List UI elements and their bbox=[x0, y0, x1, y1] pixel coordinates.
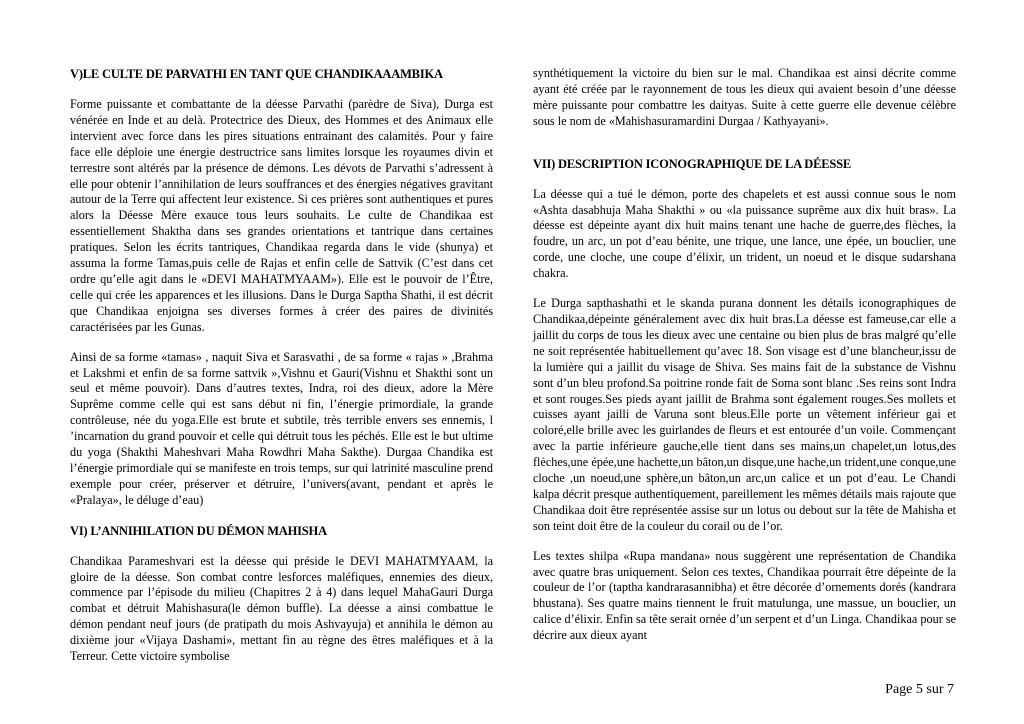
right-column bbox=[533, 66, 956, 658]
left-column bbox=[70, 66, 493, 679]
section-6-title: VI) L’ANNIHILATION DU DÉMON MAHISHA bbox=[70, 523, 327, 538]
section-5-paragraph-1: Forme puissante et combattante de la déesse Parvathi (parèdre de Siva), Durga est vénérée en Inde et au delà. Protectrice des Dieux, des Hommes et des Animaux elle intervient avec force dans les pires situations entrainant des calamités. Pour y faire face elle déploie une énergie destructrice sans limites lorsque les royaumes divin et terrestre sont altérés par la présence de démons. Les dévots de Parvathi s’adressent à elle pour obtenir l’annihilation de leurs souffrances et des énergies négatives gravitant autour de la Terre qui affectent leur existence. Si ces prières sont authentiques et pures alors la Déesse Mère exauce tous leurs souhaits. Le culte de Chandikaa est essentiellement Shaktha dans ses grandes orientations et tantrique dans certaines pratiques. Selon les écrits tantriques, Chandikaa regarda dans le vide (shunya) et assuma la forme Tamas,puis celle de Rajas et enfin celle de Sattvik (C’est dans cet ordre qu’elle agit dans le «DEVI MAHATMYAAM»). Elle est le pouvoir de l’Être, celle qui crée les apparences et les illusions. Dans le Durga Saptha Shathi, il est décrit que Chandikaa enjoigna ses diverses formes à créer des paires de divinités caractérisées par les Gunas. bbox=[70, 97, 493, 334]
section-5-title: V)LE CULTE DE PARVATHI EN TANT QUE CHANDIKAAAMBIKA bbox=[70, 67, 443, 81]
section-7-title: VII) DESCRIPTION ICONOGRAPHIQUE DE LA DÉESSE bbox=[533, 156, 852, 171]
section-7-paragraph-3: Les textes shilpa «Rupa mandana» nous suggèrent une représentation de Chandika avec quatre bras uniquement. Selon ces textes, Chandikaa pourrait être dépeinte de la couleur de l’or (taptha kandrarasannibha) et être décorée d’ornements dorés (kandrara bhustana). Ses quatre mains tiennent le fruit matulunga, une massue, un bouclier, un calice d’élixir. Enfin sa tête serait ornée d’un serpent et d’un Linga. Chandikaa pour se décrire aux dieux ayant bbox=[533, 548, 956, 643]
section-7-paragraph-1: La déesse qui a tué le démon, porte des chapelets et est aussi connue sous le nom «Ashta dasabhuja Maha Shakthi » ou «la puissance suprême aux dix huit bras». La déesse est dépeinte ayant dix huit mains tenant une hache de guerre,des flèches, la foudre, un arc, un pot d’eau bénite, une trique, une lance, une épée, un bouclier, une corde, une cloche, une coupe d’élixir, un trident, un noeud et le disque sudarshana chakra. bbox=[533, 186, 956, 281]
page-number: Page 5 sur 7 bbox=[885, 682, 954, 697]
section-spacer bbox=[533, 144, 956, 156]
section-5-paragraph-2: Ainsi de sa forme «tamas» , naquit Siva et Sarasvathi , de sa forme « rajas » ,Brahma et Lakshmi et enfin de sa forme sattvik »,Vishnu et Gauri(Vishnu et Shakthi sont un seul et même pouvoir). Dans d’autres textes, Indra, roi des dieux, adore la Mère Suprême comme celle qui est sans début ni fin, l’énergie primordiale, la grande contrôleuse, née du yoga.Elle est brute et subtile, très terrible envers ses ennemis, l ’incarnation du grand pouvoir et celle qui détruit tous les péchés. Elle est le but ultime du yoga (Shakthi Maheshvari Maha Rowdhri Maha Sakthe). Durgaa Chandika est l’énergie primordiale qui se manifeste en trois temps, sur qui latrinité masculine prend exemple pour créer, préserver et détruire, l’univers(avant, pendant et après le «Pralaya», le déluge d’eau) bbox=[70, 349, 493, 507]
section-6-paragraph-1: Chandikaa Parameshvari est la déesse qui préside le DEVI MAHATMYAAM, la gloire de la déesse. Son combat contre lesforces maléfiques, ennemies des dieux, commence par l’épisode du milieu (Chapitres 2 à 4) dans lequel MahaGauri Durga combat et détruit Mahishasura(le démon buffle). La déesse a ainsi combattue le démon pendant neuf jours (de pratipath du mois Ashvayuja) et annihila le démon au dixième jour «Vijaya Dashami», mettant fin au règne des êtres maléfiques et à la Terreur. Cette victoire symbolise bbox=[70, 553, 493, 664]
section-7-paragraph-2: Le Durga sapthashathi et le skanda purana donnent les détails iconographiques de Chandikaa,dépeinte généralement avec dix huit bras.La déesse est fameuse,car elle a jaillit du corps de tous les dieux avec une centaine ou bien plus de bras malgré qu’elle ne soit représentée habituellement qu’avec 18. Son visage est d’une blancheur,issu de la lumière qui a jaillit du visage de Shiva. Ses mains fait de la substance de Vishnu sont d’un bleu profond.Sa poitrine ronde fait de Soma sont blanc .Ses reins sont Indra et sont rouges.Ses pieds ayant jaillit de Brahma sont également rouges.Ses mollets et cuisses ayant jailli de Varuna sont bleus.Elle porte un vêtement inférieur gai et coloré,elle brille avec les guirlandes de fleurs et est entourée d’un voile. Commençant avec la partie inférieure gauche,elle tient dans ses mains,un chapelet,un lotus,des flèches,une épée,une hachette,un bâton,un disque,une hache,un trident,une conque,une cloche ,un noeud,une sphère,un bâton,un arc,un calice et un pot d’eau. Le Chandi kalpa décrit presque authentiquement, pareillement les mêmes détails mais rajoute que Chandikaa doit être représentée assise sur un lotus ou debout sur la tête de Mahisha et son teint doit être de la couleur du corail ou de l’or. bbox=[533, 296, 956, 533]
section-6-paragraph-1-continued: synthétiquement la victoire du bien sur le mal. Chandikaa est ainsi décrite comme ayant été créée par le rayonnement de tous les dieux qui avaient besoin d’une déesse mère puissante pour combattre les daityas. Suite à cette guerre elle devenue célèbre sous le nom de «Mahishasuramardini Durgaa / Kathyayani». bbox=[533, 66, 956, 128]
